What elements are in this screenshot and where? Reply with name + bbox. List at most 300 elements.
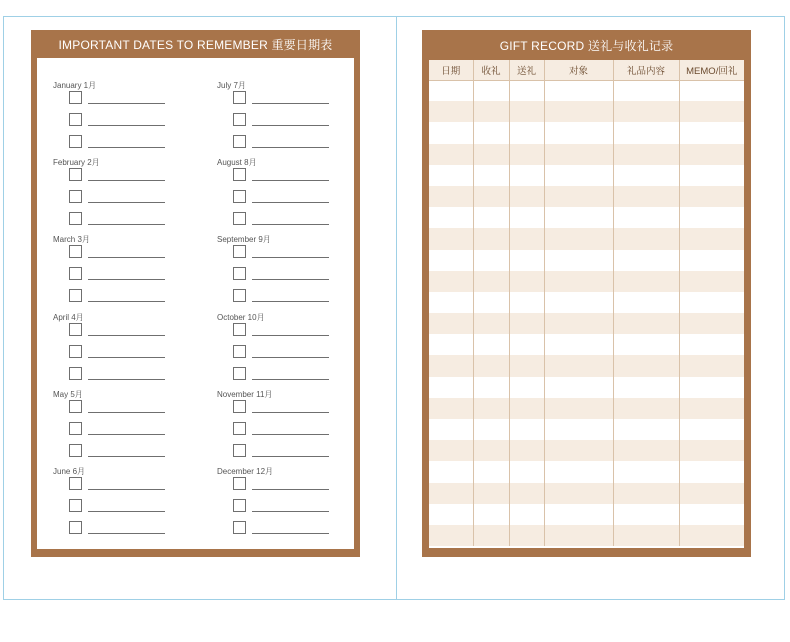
important-dates-title: IMPORTANT DATES TO REMEMBER 重要日期表: [58, 38, 333, 52]
month-block: [217, 80, 357, 157]
date-write-line[interactable]: [252, 379, 329, 380]
date-entry: [217, 367, 357, 389]
table-row: [429, 483, 744, 504]
date-entry: [217, 477, 357, 499]
table-cell[interactable]: [613, 165, 679, 186]
date-write-line[interactable]: [252, 335, 329, 336]
table-cell[interactable]: [429, 419, 473, 440]
table-cell[interactable]: [679, 440, 744, 461]
month-label: July 7月: [217, 81, 246, 90]
table-cell[interactable]: [429, 186, 473, 207]
date-entry: [53, 212, 193, 234]
month-block: [53, 234, 193, 311]
date-entry: [53, 444, 193, 466]
table-cell[interactable]: [544, 398, 613, 419]
date-write-line[interactable]: [252, 456, 329, 457]
table-cell[interactable]: [544, 122, 613, 143]
date-checkbox[interactable]: [233, 444, 246, 457]
table-row: [429, 398, 744, 419]
date-checkbox[interactable]: [233, 267, 246, 280]
table-row: [429, 504, 744, 525]
table-cell[interactable]: [509, 483, 544, 504]
table-row: [429, 101, 744, 122]
table-cell[interactable]: [544, 377, 613, 398]
date-checkbox[interactable]: [233, 135, 246, 148]
table-cell[interactable]: [509, 80, 544, 101]
table-row: [429, 461, 744, 482]
date-checkbox[interactable]: [233, 289, 246, 302]
date-checkbox[interactable]: [233, 212, 246, 225]
table-cell[interactable]: [473, 101, 509, 122]
table-cell[interactable]: [544, 271, 613, 292]
table-cell[interactable]: [509, 165, 544, 186]
table-cell[interactable]: [509, 271, 544, 292]
gift-record-card: [422, 30, 751, 557]
date-entry: [217, 422, 357, 444]
column-header: 送礼: [509, 60, 544, 80]
table-cell[interactable]: [613, 419, 679, 440]
date-checkbox[interactable]: [233, 323, 246, 336]
date-entry: [217, 168, 357, 190]
table-cell[interactable]: [429, 122, 473, 143]
table-row: [429, 144, 744, 165]
date-entry: [53, 521, 193, 543]
month-block: [53, 466, 193, 543]
date-checkbox[interactable]: [233, 477, 246, 490]
date-write-line[interactable]: [252, 357, 329, 358]
month-label: September 9月: [217, 235, 271, 245]
table-cell[interactable]: [544, 292, 613, 313]
date-checkbox[interactable]: [69, 323, 82, 336]
date-entry: [53, 400, 193, 422]
table-cell[interactable]: [613, 334, 679, 355]
month-label: March 3月: [53, 235, 90, 245]
table-cell[interactable]: [679, 271, 744, 292]
table-cell[interactable]: [429, 525, 473, 546]
table-cell[interactable]: [613, 461, 679, 482]
important-dates-card: [31, 30, 360, 557]
table-cell[interactable]: [613, 271, 679, 292]
table-cell[interactable]: [544, 419, 613, 440]
date-entry: [217, 267, 357, 289]
table-cell[interactable]: [544, 483, 613, 504]
column-header: MEMO/回礼: [679, 60, 744, 80]
date-write-line[interactable]: [88, 257, 165, 258]
date-checkbox[interactable]: [69, 212, 82, 225]
month-block: [217, 389, 357, 466]
date-checkbox[interactable]: [233, 113, 246, 126]
date-checkbox[interactable]: [69, 444, 82, 457]
date-write-line[interactable]: [88, 489, 165, 490]
date-entry: [217, 212, 357, 234]
table-row: [429, 271, 744, 292]
table-cell[interactable]: [509, 122, 544, 143]
table-cell[interactable]: [613, 313, 679, 334]
date-checkbox[interactable]: [233, 422, 246, 435]
date-checkbox[interactable]: [233, 367, 246, 380]
table-cell[interactable]: [509, 101, 544, 122]
column-header: 对象: [544, 60, 613, 80]
table-cell[interactable]: [679, 398, 744, 419]
table-cell[interactable]: [473, 186, 509, 207]
table-row: [429, 377, 744, 398]
table-cell[interactable]: [509, 419, 544, 440]
date-write-line[interactable]: [252, 180, 329, 181]
table-cell[interactable]: [429, 250, 473, 271]
table-row: [429, 80, 744, 101]
table-cell[interactable]: [679, 355, 744, 376]
date-write-line[interactable]: [252, 412, 329, 413]
table-cell[interactable]: [613, 250, 679, 271]
table-cell[interactable]: [473, 292, 509, 313]
date-checkbox[interactable]: [69, 113, 82, 126]
column-header: 礼品内容: [613, 60, 679, 80]
date-entry: [53, 245, 193, 267]
table-row: [429, 207, 744, 228]
date-entry: [53, 267, 193, 289]
table-cell[interactable]: [613, 144, 679, 165]
gift-record-table: [429, 60, 744, 546]
month-label: June 6月: [53, 467, 86, 476]
table-cell[interactable]: [613, 440, 679, 461]
table-cell[interactable]: [473, 122, 509, 143]
date-write-line[interactable]: [88, 279, 165, 280]
table-cell[interactable]: [473, 419, 509, 440]
date-write-line[interactable]: [252, 533, 329, 534]
table-cell[interactable]: [429, 355, 473, 376]
table-cell[interactable]: [544, 461, 613, 482]
table-row: [429, 525, 744, 546]
table-cell[interactable]: [544, 165, 613, 186]
date-entry: [217, 245, 357, 267]
table-cell[interactable]: [509, 186, 544, 207]
date-checkbox[interactable]: [69, 521, 82, 534]
date-write-line[interactable]: [252, 147, 329, 148]
date-entry: [217, 345, 357, 367]
table-cell[interactable]: [544, 440, 613, 461]
table-cell[interactable]: [509, 398, 544, 419]
month-block: [53, 389, 193, 466]
table-cell[interactable]: [679, 228, 744, 249]
table-row: [429, 186, 744, 207]
table-cell[interactable]: [613, 292, 679, 313]
date-entry: [53, 113, 193, 135]
table-cell[interactable]: [544, 144, 613, 165]
table-cell[interactable]: [544, 228, 613, 249]
month-label: April 4月: [53, 312, 84, 322]
table-cell[interactable]: [473, 504, 509, 525]
date-write-line[interactable]: [88, 412, 165, 413]
table-cell[interactable]: [473, 313, 509, 334]
date-checkbox[interactable]: [233, 400, 246, 413]
date-entry: [53, 91, 193, 113]
date-write-line[interactable]: [252, 224, 329, 225]
table-cell[interactable]: [613, 101, 679, 122]
table-cell[interactable]: [613, 228, 679, 249]
table-cell[interactable]: [679, 419, 744, 440]
date-entry: [217, 400, 357, 422]
table-cell[interactable]: [473, 207, 509, 228]
date-entry: [53, 477, 193, 499]
table-cell[interactable]: [429, 271, 473, 292]
date-entry: [217, 190, 357, 212]
date-checkbox[interactable]: [69, 135, 82, 148]
month-label: November 11月: [217, 389, 273, 399]
date-checkbox[interactable]: [69, 91, 82, 104]
date-entry: [53, 345, 193, 367]
table-cell[interactable]: [429, 207, 473, 228]
date-checkbox[interactable]: [233, 190, 246, 203]
table-cell[interactable]: [473, 80, 509, 101]
table-cell[interactable]: [473, 525, 509, 546]
date-entry: [217, 499, 357, 521]
table-row: [429, 313, 744, 334]
date-write-line[interactable]: [88, 379, 165, 380]
date-checkbox[interactable]: [233, 168, 246, 181]
table-cell[interactable]: [679, 207, 744, 228]
table-cell[interactable]: [429, 292, 473, 313]
date-write-line[interactable]: [88, 103, 165, 104]
table-row: [429, 355, 744, 376]
date-write-line[interactable]: [88, 147, 165, 148]
table-row: [429, 122, 744, 143]
date-checkbox[interactable]: [69, 267, 82, 280]
table-cell[interactable]: [509, 525, 544, 546]
date-write-line[interactable]: [252, 489, 329, 490]
table-cell[interactable]: [544, 80, 613, 101]
table-cell[interactable]: [679, 144, 744, 165]
table-cell[interactable]: [473, 144, 509, 165]
date-checkbox[interactable]: [69, 400, 82, 413]
table-cell[interactable]: [544, 525, 613, 546]
table-header-row: [429, 60, 744, 80]
table-cell[interactable]: [429, 461, 473, 482]
date-checkbox[interactable]: [233, 245, 246, 258]
date-entry: [217, 113, 357, 135]
table-cell[interactable]: [509, 440, 544, 461]
date-write-line[interactable]: [88, 301, 165, 302]
table-cell[interactable]: [613, 504, 679, 525]
date-write-line[interactable]: [252, 511, 329, 512]
table-cell[interactable]: [429, 101, 473, 122]
month-block: [217, 157, 357, 234]
table-cell[interactable]: [544, 334, 613, 355]
month-label: February 2月: [53, 158, 100, 168]
table-cell[interactable]: [473, 271, 509, 292]
gift-record-table-wrap: [429, 60, 744, 548]
table-cell[interactable]: [429, 165, 473, 186]
date-write-line[interactable]: [88, 533, 165, 534]
table-cell[interactable]: [473, 461, 509, 482]
table-cell[interactable]: [613, 377, 679, 398]
table-cell[interactable]: [613, 80, 679, 101]
table-cell[interactable]: [544, 101, 613, 122]
table-cell[interactable]: [509, 334, 544, 355]
table-cell[interactable]: [473, 165, 509, 186]
table-cell[interactable]: [473, 334, 509, 355]
date-write-line[interactable]: [88, 180, 165, 181]
table-cell[interactable]: [429, 144, 473, 165]
date-write-line[interactable]: [252, 103, 329, 104]
column-header: 收礼: [473, 60, 509, 80]
date-write-line[interactable]: [88, 202, 165, 203]
month-label: January 1月: [53, 81, 97, 90]
month-block: [53, 80, 193, 157]
month-block: [217, 312, 357, 389]
month-label: October 10月: [217, 312, 265, 322]
table-cell[interactable]: [544, 313, 613, 334]
date-checkbox[interactable]: [69, 499, 82, 512]
column-header: 日期: [429, 60, 473, 80]
date-entry: [53, 367, 193, 389]
date-entry: [217, 289, 357, 311]
date-entry: [217, 521, 357, 543]
table-cell[interactable]: [679, 292, 744, 313]
table-cell[interactable]: [429, 228, 473, 249]
table-cell[interactable]: [544, 250, 613, 271]
date-write-line[interactable]: [252, 279, 329, 280]
table-cell[interactable]: [429, 377, 473, 398]
table-cell[interactable]: [429, 313, 473, 334]
table-cell[interactable]: [544, 355, 613, 376]
table-cell[interactable]: [679, 334, 744, 355]
table-cell[interactable]: [509, 461, 544, 482]
date-entry: [53, 190, 193, 212]
table-cell[interactable]: [473, 377, 509, 398]
date-checkbox[interactable]: [69, 289, 82, 302]
table-cell[interactable]: [679, 377, 744, 398]
table-cell[interactable]: [429, 80, 473, 101]
month-label: August 8月: [217, 158, 257, 168]
date-checkbox[interactable]: [69, 345, 82, 358]
table-cell[interactable]: [679, 483, 744, 504]
page-gutter: [396, 17, 397, 599]
date-checkbox[interactable]: [233, 521, 246, 534]
month-block: [217, 234, 357, 311]
month-label: December 12月: [217, 467, 274, 476]
table-cell[interactable]: [679, 313, 744, 334]
date-entry: [217, 444, 357, 466]
date-checkbox[interactable]: [69, 422, 82, 435]
table-cell[interactable]: [429, 483, 473, 504]
table-cell[interactable]: [429, 334, 473, 355]
table-cell[interactable]: [679, 165, 744, 186]
table-row: [429, 440, 744, 461]
table-cell[interactable]: [544, 504, 613, 525]
date-entry: [53, 422, 193, 444]
date-write-line[interactable]: [88, 357, 165, 358]
table-cell[interactable]: [509, 313, 544, 334]
date-checkbox[interactable]: [233, 345, 246, 358]
date-write-line[interactable]: [88, 434, 165, 435]
table-cell[interactable]: [679, 80, 744, 101]
table-cell[interactable]: [544, 207, 613, 228]
table-cell[interactable]: [473, 440, 509, 461]
table-cell[interactable]: [613, 398, 679, 419]
month-label: May 5月: [53, 389, 83, 399]
date-checkbox[interactable]: [233, 499, 246, 512]
table-cell[interactable]: [613, 122, 679, 143]
table-body: [429, 80, 744, 546]
month-block: [53, 157, 193, 234]
table-row: [429, 334, 744, 355]
date-checkbox[interactable]: [69, 245, 82, 258]
date-checkbox[interactable]: [233, 91, 246, 104]
table-cell[interactable]: [679, 250, 744, 271]
table-cell[interactable]: [544, 186, 613, 207]
date-entry: [53, 135, 193, 157]
date-entry: [53, 499, 193, 521]
table-cell[interactable]: [509, 144, 544, 165]
table-row: [429, 419, 744, 440]
date-checkbox[interactable]: [69, 367, 82, 380]
table-cell[interactable]: [613, 207, 679, 228]
date-write-line[interactable]: [88, 511, 165, 512]
table-cell[interactable]: [679, 101, 744, 122]
date-checkbox[interactable]: [69, 190, 82, 203]
month-block: [217, 466, 357, 543]
table-cell[interactable]: [679, 525, 744, 546]
table-cell[interactable]: [429, 398, 473, 419]
date-write-line[interactable]: [252, 257, 329, 258]
table-cell[interactable]: [509, 250, 544, 271]
table-cell[interactable]: [679, 461, 744, 482]
date-write-line[interactable]: [88, 224, 165, 225]
table-cell[interactable]: [473, 250, 509, 271]
table-cell[interactable]: [509, 355, 544, 376]
date-entry: [53, 289, 193, 311]
date-entry: [53, 168, 193, 190]
table-row: [429, 165, 744, 186]
table-cell[interactable]: [613, 483, 679, 504]
table-cell[interactable]: [509, 292, 544, 313]
month-block: [53, 312, 193, 389]
date-checkbox[interactable]: [69, 168, 82, 181]
date-write-line[interactable]: [252, 202, 329, 203]
table-cell[interactable]: [473, 483, 509, 504]
table-cell[interactable]: [509, 228, 544, 249]
date-entry: [217, 135, 357, 157]
table-cell[interactable]: [509, 377, 544, 398]
table-cell[interactable]: [429, 504, 473, 525]
table-cell[interactable]: [509, 207, 544, 228]
table-row: [429, 250, 744, 271]
date-checkbox[interactable]: [69, 477, 82, 490]
table-cell[interactable]: [613, 525, 679, 546]
table-cell[interactable]: [429, 440, 473, 461]
table-cell[interactable]: [679, 504, 744, 525]
date-write-line[interactable]: [88, 125, 165, 126]
table-cell[interactable]: [473, 398, 509, 419]
date-write-line[interactable]: [88, 335, 165, 336]
gift-record-title: GIFT RECORD 送礼与收礼记录: [499, 39, 674, 53]
table-row: [429, 292, 744, 313]
table-cell[interactable]: [679, 186, 744, 207]
table-cell[interactable]: [613, 186, 679, 207]
table-cell[interactable]: [473, 355, 509, 376]
table-cell[interactable]: [679, 122, 744, 143]
date-write-line[interactable]: [252, 301, 329, 302]
date-write-line[interactable]: [252, 434, 329, 435]
table-row: [429, 228, 744, 249]
date-write-line[interactable]: [252, 125, 329, 126]
important-dates-body: [37, 58, 354, 549]
table-cell[interactable]: [473, 228, 509, 249]
table-cell[interactable]: [613, 355, 679, 376]
date-entry: [217, 323, 357, 345]
table-cell[interactable]: [509, 504, 544, 525]
date-write-line[interactable]: [88, 456, 165, 457]
